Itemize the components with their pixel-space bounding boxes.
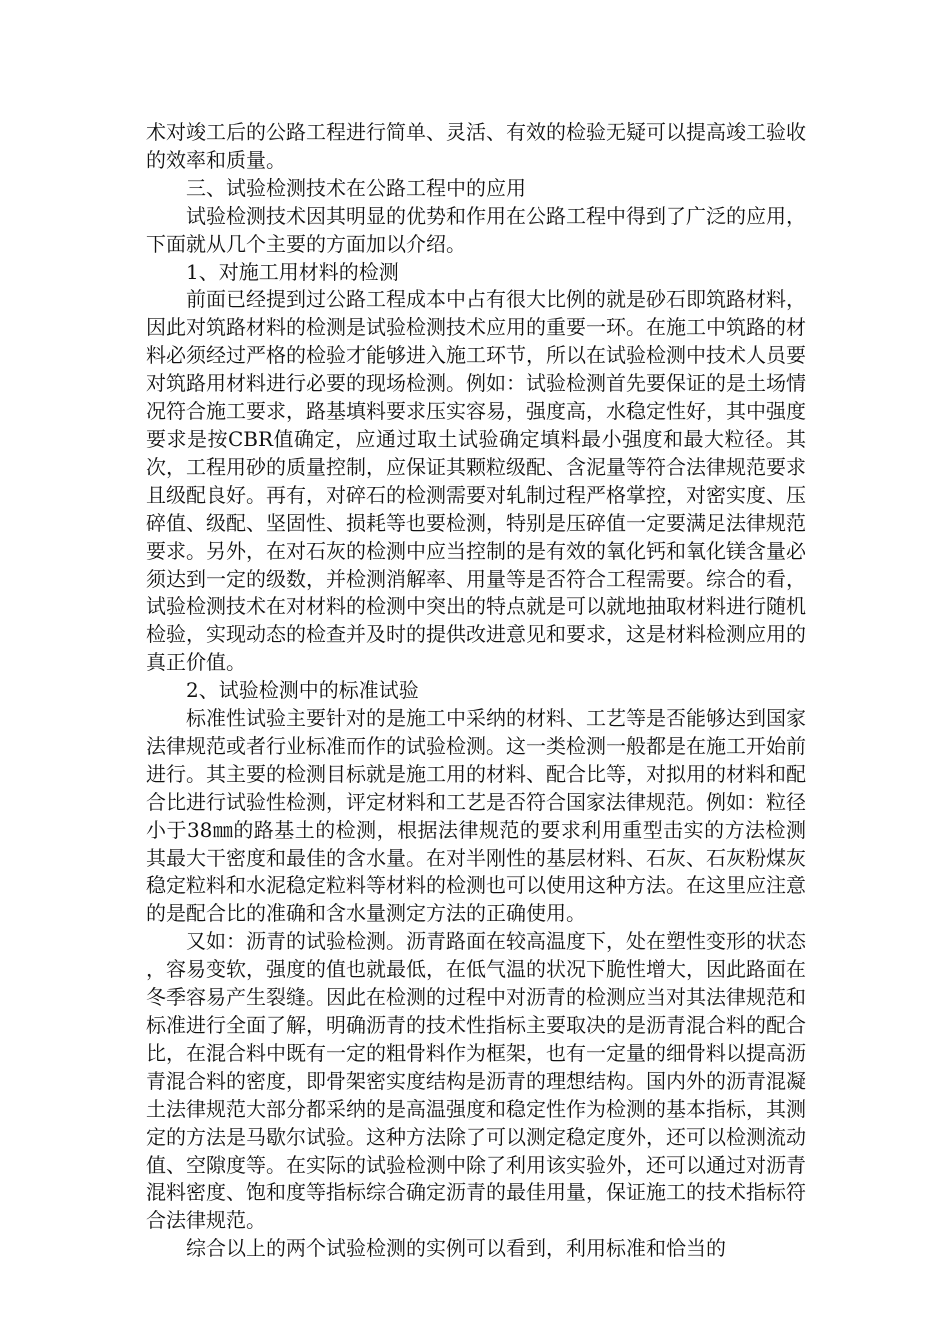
subsection-heading-1: 1、对施工用材料的检测 xyxy=(186,259,399,284)
paragraph-intro-continuation: 术对竣工后的公路工程进行简单、灵活、有效的检验无疑可以提高竣工验收的效率和质量。 xyxy=(146,120,806,172)
section-heading-three: 三、试验检测技术在公路工程中的应用 xyxy=(186,175,526,200)
document-body xyxy=(146,119,806,1263)
paragraph-asphalt-test: 又如：沥青的试验检测。沥青路面在较高温度下，处在塑性变形的状态，容易变软，强度的值也就最低，在低气温的状况下脆性增大，因此路面在冬季容易产生裂缝。因此在检测的过程中对沥青的检测应当对其法律规范和标准进行全面了解，明确沥青的技术性指标主要取决的是沥青混合料的配合比，在混合料中既有一定的粗骨料作为框架，也有一定量的细骨料以提高沥青混合料的密度，即骨架密实度结构是沥青的理想结构。国内外的沥青混凝土法律规范大部分都采纳的是高温强度和稳定性作为检测的基本指标，其测定的方法是马歇尔试验。这种方法除了可以测定稳定度外，还可以检测流动值、空隙度等。在实际的试验检测中除了利用该实验外，还可以通过对沥青混料密度、饱和度等指标综合确定沥青的最佳用量，保证施工的技术指标符合法律规范。 xyxy=(146,929,806,1233)
paragraph-section-intro: 试验检测技术因其明显的优势和作用在公路工程中得到了广泛的应用，下面就从几个主要的方面加以介绍。 xyxy=(146,203,806,256)
paragraph-standard-test: 标准性试验主要针对的是施工中采纳的材料、工艺等是否能够达到国家法律规范或者行业标准而作的试验检测。这一类检测一般都是在施工开始前进行。其主要的检测目标就是施工用的材料、配合比等，对拟用的材料和配合比进行试验性检测，评定材料和工艺是否符合国家法律规范。例如：粒径小于38㎜的路基土的检测，根据法律规范的要求利用重型击实的方法检测其最大干密度和最佳的含水量。在对半刚性的基层材料、石灰、石灰粉煤灰稳定粒料和水泥稳定粒料等材料的检测也可以使用这种方法。在这里应注意的是配合比的准确和含水量测定方法的正确使用。 xyxy=(146,706,806,926)
subsection-heading-2: 2、试验检测中的标准试验 xyxy=(186,678,419,703)
paragraph-material-testing: 前面已经提到过公路工程成本中占有很大比例的就是砂石即筑路材料，因此对筑路材料的检测是试验检测技术应用的重要一环。在施工中筑路的材料必须经过严格的检验才能够进入施工环节，所以在试验检测中技术人员要对筑路用材料进行必要的现场检测。例如：试验检测首先要保证的是土场情况符合施工要求，路基填料要求压实容易，强度高，水稳定性好，其中强度要求是按CBR值确定，应通过取土试验确定填料最小强度和最大粒径。其次，工程用砂的质量控制，应保证其颗粒级配、含泥量等符合法律规范要求且级配良好。再有，对碎石的检测需要对轧制过程严格掌控，对密实度、压碎值、级配、坚固性、损耗等也要检测，特别是压碎值一定要满足法律规范要求。另外，在对石灰的检测中应当控制的是有效的氧化钙和氧化镁含量必须达到一定的级数，并检测消解率、用量等是否符合工程需要。综合的看，试验检测技术在对材料的检测中突出的特点就是可以就地抽取材料进行随机检验，实现动态的检查并及时的提供改进意见和要求，这是材料检测应用的真正价值。 xyxy=(146,287,806,675)
paragraph-summary-start: 综合以上的两个试验检测的实例可以看到，利用标准和恰当的 xyxy=(186,1236,726,1261)
